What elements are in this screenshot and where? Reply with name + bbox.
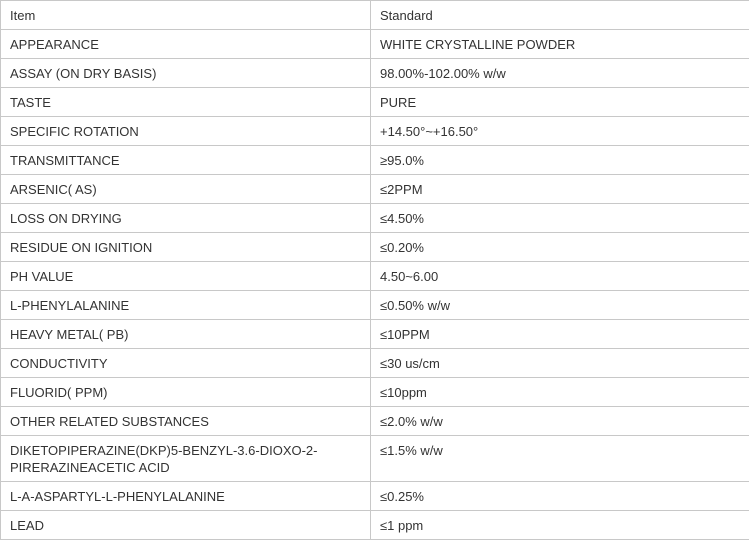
standard-cell: +14.50°~+16.50° <box>371 117 749 146</box>
table-row <box>1 146 749 175</box>
table-header-row <box>1 1 749 30</box>
standard-cell: ≤4.50% <box>371 204 749 233</box>
table-row <box>1 511 749 540</box>
item-cell: ARSENIC( AS) <box>1 175 371 204</box>
item-cell: L-A-ASPARTYL-L-PHENYLALANINE <box>1 482 371 511</box>
standard-cell: 4.50~6.00 <box>371 262 749 291</box>
item-cell: TASTE <box>1 88 371 117</box>
standard-cell: ≤10PPM <box>371 320 749 349</box>
header-standard: Standard <box>371 1 749 30</box>
table-row <box>1 436 749 482</box>
table-row <box>1 378 749 407</box>
item-cell: RESIDUE ON IGNITION <box>1 233 371 262</box>
item-cell: PH VALUE <box>1 262 371 291</box>
standard-cell: 98.00%-102.00% w/w <box>371 59 749 88</box>
table-row <box>1 204 749 233</box>
standard-cell: ≤2.0% w/w <box>371 407 749 436</box>
item-cell: APPEARANCE <box>1 30 371 59</box>
item-cell: LOSS ON DRYING <box>1 204 371 233</box>
table-row <box>1 88 749 117</box>
item-cell: OTHER RELATED SUBSTANCES <box>1 407 371 436</box>
header-item: Item <box>1 1 371 30</box>
item-cell: LEAD <box>1 511 371 540</box>
standard-cell: WHITE CRYSTALLINE POWDER <box>371 30 749 59</box>
standard-cell: ≤0.25% <box>371 482 749 511</box>
table-row <box>1 407 749 436</box>
table-row <box>1 262 749 291</box>
table-row <box>1 117 749 146</box>
item-cell: TRANSMITTANCE <box>1 146 371 175</box>
standard-cell: ≤1 ppm <box>371 511 749 540</box>
table-row <box>1 233 749 262</box>
standard-cell: ≤0.50% w/w <box>371 291 749 320</box>
item-cell: SPECIFIC ROTATION <box>1 117 371 146</box>
standard-cell: ≥95.0% <box>371 146 749 175</box>
standard-cell: ≤30 us/cm <box>371 349 749 378</box>
table-row <box>1 291 749 320</box>
item-cell: DIKETOPIPERAZINE(DKP)5-BENZYL-3.6-DIOXO-2-PIRERAZINEACETIC ACID <box>1 436 371 482</box>
item-cell: FLUORID( PPM) <box>1 378 371 407</box>
item-cell: HEAVY METAL( PB) <box>1 320 371 349</box>
table-row <box>1 59 749 88</box>
standard-cell: ≤0.20% <box>371 233 749 262</box>
table-row <box>1 175 749 204</box>
table-row <box>1 320 749 349</box>
table-row <box>1 30 749 59</box>
table-row <box>1 349 749 378</box>
table-row <box>1 482 749 511</box>
item-cell: L-PHENYLALANINE <box>1 291 371 320</box>
standard-cell: ≤1.5% w/w <box>371 436 749 482</box>
standard-cell: ≤2PPM <box>371 175 749 204</box>
item-cell: ASSAY (ON DRY BASIS) <box>1 59 371 88</box>
standard-cell: ≤10ppm <box>371 378 749 407</box>
item-cell: CONDUCTIVITY <box>1 349 371 378</box>
standard-cell: PURE <box>371 88 749 117</box>
